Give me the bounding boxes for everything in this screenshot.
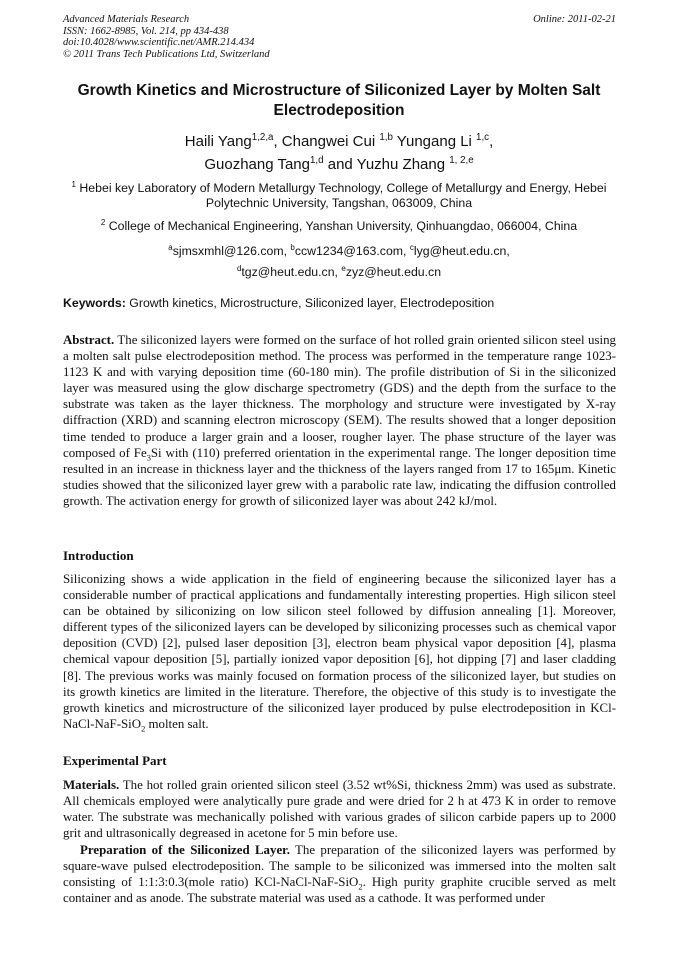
author-affil-mark: 1,b: [379, 132, 393, 143]
author-separator: ,: [489, 133, 494, 150]
author-list: [40, 130, 638, 176]
preparation-label: Preparation of the Siliconized Layer.: [80, 843, 290, 857]
affiliation-1-line-1: $^1$ Hebei key Laboratory of Modern Metallurgy Technology, College of Metallurgy and Energy, Hebei: [71, 179, 607, 195]
author-name: Guozhang Tang: [204, 156, 310, 173]
email-line-2: $^d$tgz@heut.edu.cn, $^e$zyz@heut.edu.cn: [236, 263, 442, 279]
author-affil-mark: 1,d: [310, 155, 324, 166]
author-name: , Changwei Cui: [273, 133, 380, 150]
introduction-heading: Introduction: [63, 548, 134, 563]
author-affil-mark: 1,c: [476, 132, 490, 143]
abstract: Abstract. The siliconized layers were formed on the surface of hot rolled grain oriented silicon steel using a molten salt pulse electrodeposition method. The process was performed in the temperature range 1023-1123 K and with varying deposition time (60-180 min). The profile distribution of Si in the siliconized layer was measured using the glow discharge spectrometry (GDS) and the depth from the surface to the substrate was taken as the layer thickness. The morphology and structure were investigated by X-ray diffraction (XRD) and scanning electron microscopy (SEM). The results showed that a longer deposition time tended to produce a larger grain and a looser, rougher layer. The phase structure of the layer was composed of $Fe_3Si$ with (110) preferred orientation in the experimental range. The longer deposition time resulted in an increase in thickness layer and the thickness of the layers ranged from 17 to 165μm. Kinetic studies showed that the siliconized layer grew with a parabolic rate law, indicating the diffusion controlled growth. The activation energy for growth of siliconized layer was about 242 kJ/mol.: [63, 333, 617, 508]
abstract-label: Abstract.: [63, 333, 115, 347]
journal-name: Advanced Materials Research: [63, 14, 190, 25]
affiliation-mark: 1: [71, 179, 76, 189]
email-link[interactable]: tgz@heut.edu.cn,: [241, 265, 342, 279]
email-link[interactable]: ccw1234@163.com,: [294, 244, 410, 258]
author-line-1: [40, 130, 638, 153]
author-line-2: [40, 153, 638, 176]
author-name: Haili Yang: [184, 133, 252, 150]
journal-header: [63, 14, 270, 60]
affiliation-2: $^2$ College of Mechanical Engineering, Yanshan University, Qinhuangdao, 066004, China: [100, 217, 578, 233]
keywords-label: Keywords:: [63, 296, 126, 310]
materials-paragraph: Materials. The hot rolled grain oriented silicon steel (3.52 wt%Si, thickness 2mm) was used as substrate. All chemicals employed were analytically pure grade and were dried for 2 h at 473 K in order to remove water. The substrate was mechanically polished with various grades of silicon carbide papers up to 2000 grit and ultrasonically degreased in acetone for 5 min before use.: [63, 778, 616, 841]
materials-label: Materials.: [63, 778, 120, 792]
doi[interactable]: doi:10.4028/www.scientific.net/AMR.214.434: [63, 37, 255, 48]
keywords: [63, 296, 616, 311]
keywords-text: Growth kinetics, Microstructure, Siliconized layer, Electrodeposition: [125, 296, 495, 310]
author-affil-mark: 1, 2,e: [449, 155, 474, 166]
preparation-paragraph: Preparation of the Siliconized Layer. The preparation of the siliconized layers was performed by square-wave pulsed electrodeposition. The sample to be siliconized was immersed into the molten salt consisting of 1:1:3:0.3(mole ratio) KCl-NaCl-NaF-SiO$_2$. High purity graphite crucible served as melt container and as anode. The substrate material was used as a cathode. It was performed under: [63, 843, 616, 906]
affiliation-mark: 2: [100, 217, 106, 227]
author-affil-mark: 1,2,a: [251, 132, 274, 143]
email-line-1: $^a$sjmsxmhl@126.com, $^b$ccw1234@163.com, $^c$lyg@heut.edu.cn,: [168, 242, 510, 258]
copyright: © 2011 Trans Tech Publications Ltd, Switzerland: [63, 48, 270, 60]
email-link[interactable]: sjmsxmhl@126.com,: [172, 244, 291, 258]
paper-title: [40, 81, 638, 121]
title-line-1: Growth Kinetics and Microstructure of Siliconized Layer by Molten Salt: [77, 82, 601, 99]
affiliation-1-line-2: Polytechnic University, Tangshan, 063009, China: [205, 196, 473, 210]
author-name: Yungang Li: [392, 133, 477, 150]
experimental-heading: Experimental Part: [63, 753, 167, 768]
affiliation-1: [62, 181, 616, 211]
email-link[interactable]: zyz@heut.edu.cn: [345, 265, 442, 279]
author-name: and Yuzhu Zhang: [323, 156, 450, 173]
introduction-text: Siliconizing shows a wide application in the field of engineering because the siliconized layer has a considerable number of practical applications and fundamentally interesting properties. High silicon steel can be obtained by siliconizing on low silicon steel followed by diffusion annealing [1]. Moreover, different types of the siliconized layers can be developed by siliconizing processes such as chemical vapor deposition (CVD) [2], pulsed laser deposition [3], electron beam physical vapor deposition [4], plasma chemical vapour deposition [5], partially ionized vapor deposition [6], hot dipping [7] and laser cladding [8]. The previous works was mainly focused on formation process of the siliconized layer, but studies on its growth kinetics are limited in the literature. Therefore, the objective of this study is to investigate the growth kinetics and microstructure of the siliconized layer produced by pulse electrodeposition in KCl-NaCl-NaF-SiO$_2$ molten salt.: [63, 572, 616, 734]
email-list: [62, 241, 616, 283]
online-date: Online: 2011-02-21: [533, 14, 616, 25]
issn: ISSN: 1662-8985, Vol. 214, pp 434-438: [63, 25, 229, 37]
title-line-2: Electrodeposition: [273, 102, 405, 119]
email-link[interactable]: lyg@heut.edu.cn,: [413, 244, 510, 258]
